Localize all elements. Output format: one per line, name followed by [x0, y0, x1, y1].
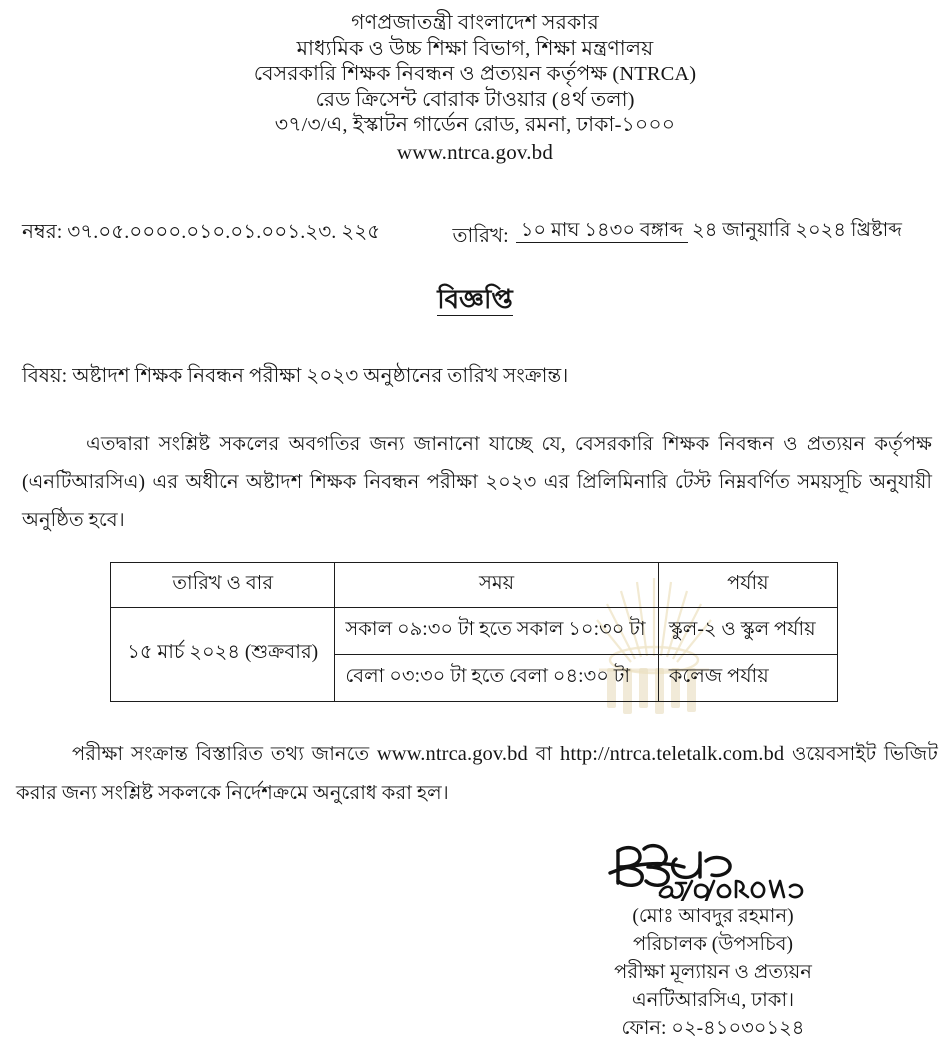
page-title-text: বিজ্ঞপ্তি: [437, 284, 513, 314]
closing-url-teletalk: http://ntrca.teletalk.com.bd: [559, 742, 785, 765]
signer-name: (মোঃ আবদুর রহমান): [632, 905, 794, 927]
closing-text-part2: বা: [527, 743, 560, 765]
letterhead: [0, 0, 950, 166]
memo-row: [0, 207, 950, 269]
table-header-row: [111, 562, 838, 607]
signer-office: এনটিআরসিএ, ঢাকা।: [631, 989, 795, 1011]
date-fraction: [516, 217, 902, 244]
cell-stage-school: স্কুল-২ ও স্কুল পর্যায়: [658, 607, 837, 654]
subject-line: বিষয়: অষ্টাদশ শিক্ষক নিবন্ধন পরীক্ষা ২০২৩ অনুষ্ঠানের তারিখ সংক্রান্ত।: [22, 364, 569, 387]
cell-time-morning: সকাল ০৯:৩০ টা হতে সকাল ১০:৩০ টা: [335, 607, 658, 654]
letterhead-line-ministry: মাধ্যমিক ও উচ্চ শিক্ষা বিভাগ, শিক্ষা মন্ত্রণালয়: [296, 37, 654, 60]
closing-text-part1: পরীক্ষা সংক্রান্ত বিস্তারিত তথ্য জানতে: [72, 743, 377, 765]
handwritten-signature: [588, 837, 838, 901]
letterhead-line-authority: বেসরকারি শিক্ষক নিবন্ধন ও প্রত্যয়ন কর্তৃপক্ষ (NTRCA): [253, 63, 697, 85]
memo-date-block: [453, 207, 903, 254]
signer-department: পরীক্ষা মূল্যায়ন ও প্রত্যয়ন: [614, 961, 812, 983]
column-header-stage: পর্যায়: [658, 562, 837, 607]
body-paragraph: এতদ্বারা সংশ্লিষ্ট সকলের অবগতির জন্য জানানো যাচ্ছে যে, বেসরকারি শিক্ষক নিবন্ধন ও প্রত্যয়ন কর্তৃপক্ষ (এনটিআরসিএ) এর অধীনে অষ্টাদশ শিক্ষক নিবন্ধন পরীক্ষা ২০২৩ এর প্রিলিমিনারি টেস্ট নিম্নবর্ণিত সময়সূচি অনুযায়ী অনুষ্ঠিত হবে।: [22, 433, 932, 531]
page-title: [0, 279, 950, 323]
closing-url-ntrca: www.ntrca.gov.bd: [376, 742, 528, 765]
schedule-table-wrapper: [0, 562, 950, 702]
closing-paragraph: [0, 735, 950, 813]
memo-number: নম্বর: ৩৭.০৫.০০০০.০১০.০১.০০১.২৩. ২২৫: [22, 220, 381, 243]
letterhead-website: www.ntrca.gov.bd: [396, 139, 554, 164]
closing-text-part3: ওয়েবসাইট ভিজিট করার জন্য সংশ্লিষ্ট সকলকে নির্দেশক্রমে অনুরোধ করা হল।: [16, 743, 938, 804]
cell-time-afternoon: বেলা ০৩:৩০ টা হতে বেলা ০৪:৩০ টা: [335, 654, 658, 701]
signer-designation: পরিচালক (উপসচিব): [632, 933, 794, 955]
letterhead-line-building: রেড ক্রিসেন্ট বোরাক টাওয়ার (৪র্থ তলা): [315, 88, 635, 111]
letterhead-line-government: গণপ্রজাতন্ত্রী বাংলাদেশ সরকার: [351, 12, 599, 34]
column-header-time: সময়: [335, 562, 658, 607]
date-label: তারিখ:: [452, 224, 509, 247]
cell-exam-date: ১৫ মার্চ ২০২৪ (শুক্রবার): [111, 607, 335, 701]
schedule-table: [110, 562, 838, 702]
letterhead-line-address: ৩৭/৩/এ, ইস্কাটন গার্ডেন রোড, রমনা, ঢাকা-১০০০: [274, 114, 676, 136]
signature-text-lines: [476, 903, 950, 1043]
signer-phone: ফোন: ০২-৪১০৩০১২৪: [621, 1017, 805, 1039]
signature-block: [0, 837, 950, 1043]
date-gregorian: ২৪ জানুয়ারি ২০২৪ খ্রিষ্টাব্দ: [692, 219, 902, 241]
column-header-date: তারিখ ও বার: [111, 562, 335, 607]
cell-stage-college: কলেজ পর্যায়: [658, 654, 837, 701]
date-bangla: ১০ মাঘ ১৪৩০ বঙ্গাব্দ: [516, 220, 688, 243]
table-row: [111, 607, 838, 654]
